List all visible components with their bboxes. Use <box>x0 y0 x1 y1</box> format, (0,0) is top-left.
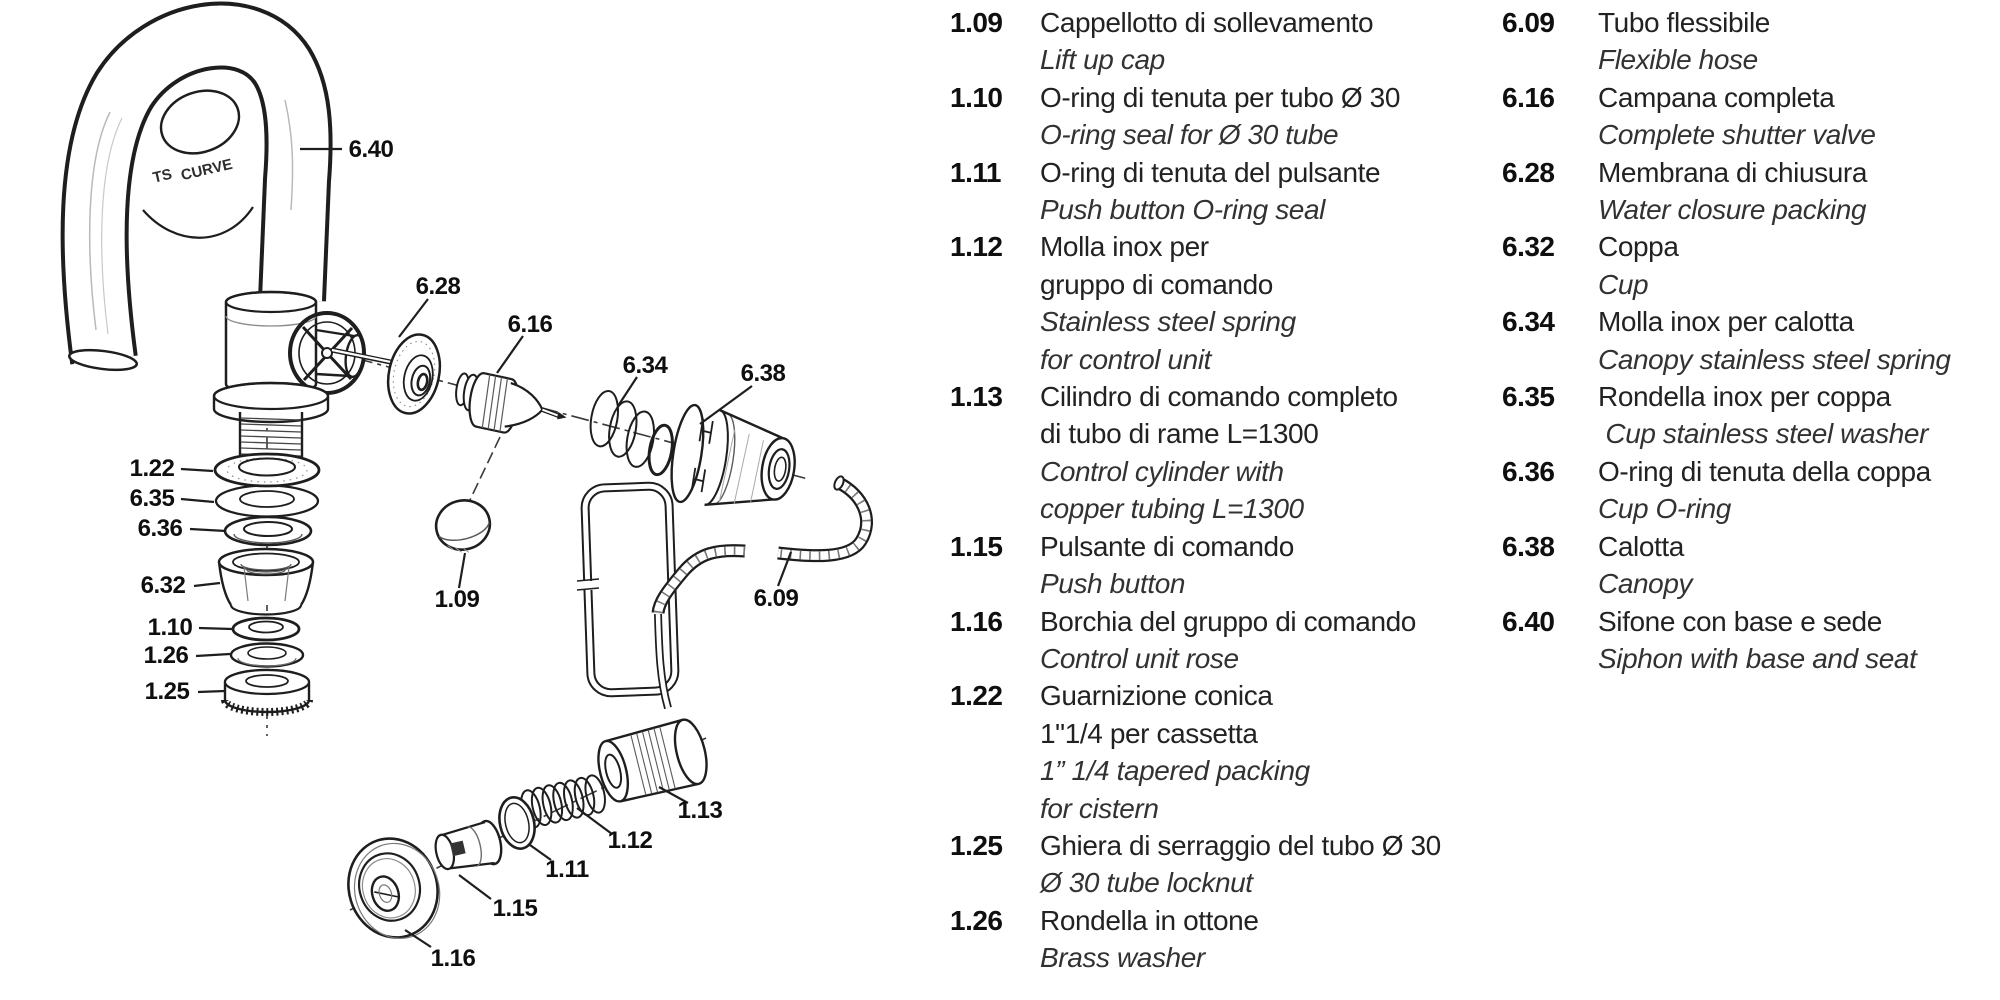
part-code: 1.16 <box>950 605 1003 637</box>
diagram-callout-1.11: 1.11 <box>545 856 589 883</box>
diagram-callout-6.09: 6.09 <box>753 585 799 612</box>
part-list-item <box>1502 603 1998 678</box>
brand-text-ts: TS <box>151 165 174 187</box>
diagram-callout-6.40: 6.40 <box>348 136 394 163</box>
part-desc-english: Stainless steel spring <box>1040 306 1296 338</box>
part-list-item <box>1502 528 1998 603</box>
diagram-callout-1.09: 1.09 <box>434 586 480 613</box>
part-list-item <box>950 79 1495 154</box>
brand-text-curve: CURVE <box>179 155 235 185</box>
part-list-item <box>1502 303 1998 378</box>
parts-list-column-1 <box>950 4 1495 977</box>
part-list-item <box>1502 4 1998 79</box>
diagram-callout-1.22: 1.22 <box>129 455 175 482</box>
part-desc-italian: Calotta <box>1598 530 1684 562</box>
part-desc-italian: gruppo di comando <box>1040 268 1273 300</box>
part-list-item <box>950 4 1495 79</box>
part-desc-italian: Membrana di chiusura <box>1598 156 1868 188</box>
part-desc-italian: Cappellotto di sollevamento <box>1040 7 1374 38</box>
part-code: 6.38 <box>1502 530 1555 562</box>
part-desc-italian: Sifone con base e sede <box>1598 605 1882 637</box>
part-list-item <box>950 378 1495 528</box>
part-desc-italian: Coppa <box>1598 231 1679 263</box>
part-code: 6.28 <box>1502 156 1555 188</box>
part-desc-italian: Rondella inox per coppa <box>1598 381 1891 413</box>
part-code: 1.12 <box>950 231 1003 263</box>
part-list-item <box>1502 228 1998 303</box>
diagram-callout-1.15: 1.15 <box>492 895 538 922</box>
part-desc-italian: Ghiera di serraggio del tubo Ø 30 <box>1040 829 1441 861</box>
part-desc-english: Control cylinder with <box>1040 455 1284 487</box>
part-list-item <box>1502 154 1998 229</box>
part-desc-italian: O-ring di tenuta per tubo Ø 30 <box>1040 81 1400 113</box>
part-code: 1.22 <box>950 680 1003 712</box>
part-desc-english: Push button <box>1040 568 1186 600</box>
diagram-callout-6.35: 6.35 <box>129 485 175 512</box>
part-list-item <box>950 603 1495 678</box>
diagram-callout-1.25: 1.25 <box>144 678 190 705</box>
diagram-callout-1.26: 1.26 <box>143 642 189 669</box>
part-code: 1.13 <box>950 381 1003 413</box>
part-desc-english: Water closure packing <box>1598 194 1867 226</box>
part-desc-italian: Rondella in ottone <box>1040 904 1259 936</box>
part-desc-english: Complete shutter valve <box>1598 119 1876 151</box>
part-desc-italian: Guarnizione conica <box>1040 680 1273 712</box>
part-list-item <box>1502 453 1998 528</box>
part-code: 6.35 <box>1502 381 1555 413</box>
part-list-item <box>950 677 1495 827</box>
part-desc-italian: Borchia del gruppo di comando <box>1040 605 1416 637</box>
part-list-item <box>950 827 1495 902</box>
part-desc-english: Ø 30 tube locknut <box>1040 867 1253 899</box>
diagram-callout-6.28: 6.28 <box>415 273 461 300</box>
part-desc-italian: Molla inox per <box>1040 231 1209 263</box>
part-code: 6.36 <box>1502 455 1555 487</box>
part-desc-english: Flexible hose <box>1598 44 1758 76</box>
part-code: 1.09 <box>950 7 1003 38</box>
part-desc-english: Cup O-ring <box>1598 493 1731 525</box>
part-desc-italian: Cilindro di comando completo <box>1040 381 1398 413</box>
part-code: 1.10 <box>950 81 1003 113</box>
diagram-callout-6.32: 6.32 <box>140 572 186 599</box>
part-desc-english: Cup <box>1598 268 1649 300</box>
part-desc-english: Canopy stainless steel spring <box>1598 343 1951 375</box>
part-desc-italian: O-ring di tenuta del pulsante <box>1040 156 1381 188</box>
part-code: 6.16 <box>1502 81 1555 113</box>
diagram-callout-1.10: 1.10 <box>147 614 193 641</box>
part-desc-italian: Tubo flessibile <box>1598 7 1770 38</box>
part-code: 1.15 <box>950 530 1003 562</box>
part-desc-english: Canopy <box>1598 568 1693 600</box>
part-code: 6.09 <box>1502 7 1555 38</box>
part-desc-english: 1” 1/4 tapered packing <box>1040 755 1310 787</box>
part-desc-english: Brass washer <box>1040 942 1205 974</box>
diagram-callout-1.13: 1.13 <box>677 797 723 824</box>
diagram-callout-6.34: 6.34 <box>622 352 668 379</box>
part-desc-italian: Molla inox per calotta <box>1598 306 1854 338</box>
part-code: 1.26 <box>950 904 1003 936</box>
diagram-callout-6.16: 6.16 <box>507 311 553 338</box>
part-desc-english: O-ring seal for Ø 30 tube <box>1040 119 1339 151</box>
part-list-item <box>950 528 1495 603</box>
part-desc-italian: Pulsante di comando <box>1040 530 1294 562</box>
part-list-item <box>1502 378 1998 453</box>
exploded-diagram <box>0 0 900 1000</box>
part-code: 6.40 <box>1502 605 1555 637</box>
part-code: 6.34 <box>1502 306 1555 338</box>
diagram-callout-1.16: 1.16 <box>430 945 476 972</box>
part-desc-italian: O-ring di tenuta della coppa <box>1598 455 1931 487</box>
part-desc-english: for cistern <box>1040 792 1159 824</box>
part-list-item <box>950 902 1495 977</box>
part-desc-english: copper tubing L=1300 <box>1040 493 1304 525</box>
part-desc-italian: di tubo di rame L=1300 <box>1040 418 1319 450</box>
part-desc-english: Push button O-ring seal <box>1040 194 1325 226</box>
diagram-callouts <box>0 0 900 1000</box>
part-list-item <box>950 228 1495 378</box>
parts-list-column-2 <box>1502 4 1998 677</box>
part-code: 1.11 <box>950 156 1001 188</box>
part-desc-italian: 1"1/4 per cassetta <box>1040 717 1258 749</box>
part-code: 1.25 <box>950 829 1003 861</box>
diagram-callout-1.12: 1.12 <box>607 827 653 854</box>
part-code: 6.32 <box>1502 231 1555 263</box>
part-desc-english: Cup stainless steel washer <box>1598 418 1929 450</box>
part-desc-italian: Campana completa <box>1598 81 1835 113</box>
part-list-item <box>1502 79 1998 154</box>
diagram-callout-6.38: 6.38 <box>740 360 786 387</box>
part-desc-english: Siphon with base and seat <box>1598 642 1917 674</box>
part-list-item <box>950 154 1495 229</box>
diagram-callout-6.36: 6.36 <box>137 515 183 542</box>
part-desc-english: Lift up cap <box>1040 44 1165 76</box>
part-desc-english: Control unit rose <box>1040 642 1239 674</box>
part-desc-english: for control unit <box>1040 343 1212 375</box>
